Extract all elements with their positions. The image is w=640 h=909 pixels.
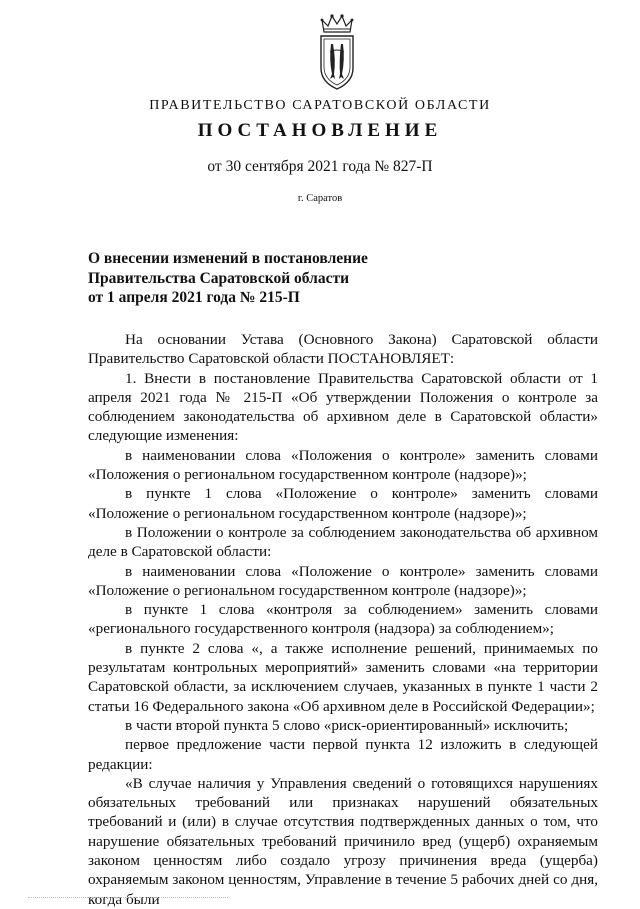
government-name: ПРАВИТЕЛЬСТВО САРАТОВСКОЙ ОБЛАСТИ [149,98,491,113]
body-paragraph: в части второй пункта 5 слово «риск-ориентированный» исключить; [125,716,569,734]
body-paragraph: в пункте 1 слова «Положение о контроле» заменить словами «Положение о региональном государственном контроле (надзоре)»; [88,485,598,522]
body-paragraph: в пункте 1 слова «контроля за соблюдением» заменить словами «регионального государственного контроля (надзора) за соблюдением»; [88,601,598,638]
body-paragraph: «В случае наличия у Управления сведений о готовящихся нарушениях обязательных требований или признаках нарушений обязательных требований и (или) в случае отсутствия подтвержденных данных о том, что нарушение обязательных требований причинило вред (ущерб) охраняемым законом ценностям либо создало угрозу причинения вреда (ущерба) охраняемым законом ценностям, Управление в течение 5 рабочих дней со дня, когда были [88,774,598,908]
subject-line: Правительства Саратовской области [88,269,349,287]
coat-of-arms-emblem [316,12,358,92]
body-paragraph: На основании Устава (Основного Закона) Саратовской области Правительство Саратовской области ПОСТАНОВЛЯЕТ: [88,331,598,368]
subject-line: от 1 апреля 2021 года № 215-П [88,289,300,306]
body-paragraph: первое предложение части первой пункта 12 изложить в следующей редакции: [88,736,598,773]
body-paragraph: в пункте 2 слова «, а также исполнение решений, принимаемых по результатам контрольных мероприятий» заменить словами «на территории Саратовской области, за исключением случаев, указанных в пункте 1 части 2 статьи 16 Федерального закона «Об архивном деле в Российской Федерации»; [88,639,598,715]
body-paragraph: в наименовании слова «Положение о контроле» заменить словами «Положение о региональном государственном контроле (надзоре)»; [88,562,598,599]
city-name: г. Саратов [297,193,343,204]
subject-line: О внесении изменений в постановление [88,250,368,267]
decree-subject [88,249,428,308]
body-paragraph: 1. Внести в постановление Правительства Саратовской области от 1 апреля 2021 года № 215-П «Об утверждении Положения о контроле за соблюдением законодательства об архивном деле в Саратовской области» следующие изменения: [88,369,598,445]
body-paragraph: в наименовании слова «Положения о контроле» заменить словами «Положения о региональном государственном контроле (надзоре)»; [88,446,598,484]
decree-body [88,330,598,909]
document-type-title: ПОСТАНОВЛЕНИЕ [197,120,443,141]
date-number-line: от 30 сентября 2021 года № 827-П [207,158,433,175]
body-paragraph: в Положении о контроле за соблюдением законодательства об архивном деле в Саратовской области: [88,523,598,561]
scan-artifact [28,897,228,899]
